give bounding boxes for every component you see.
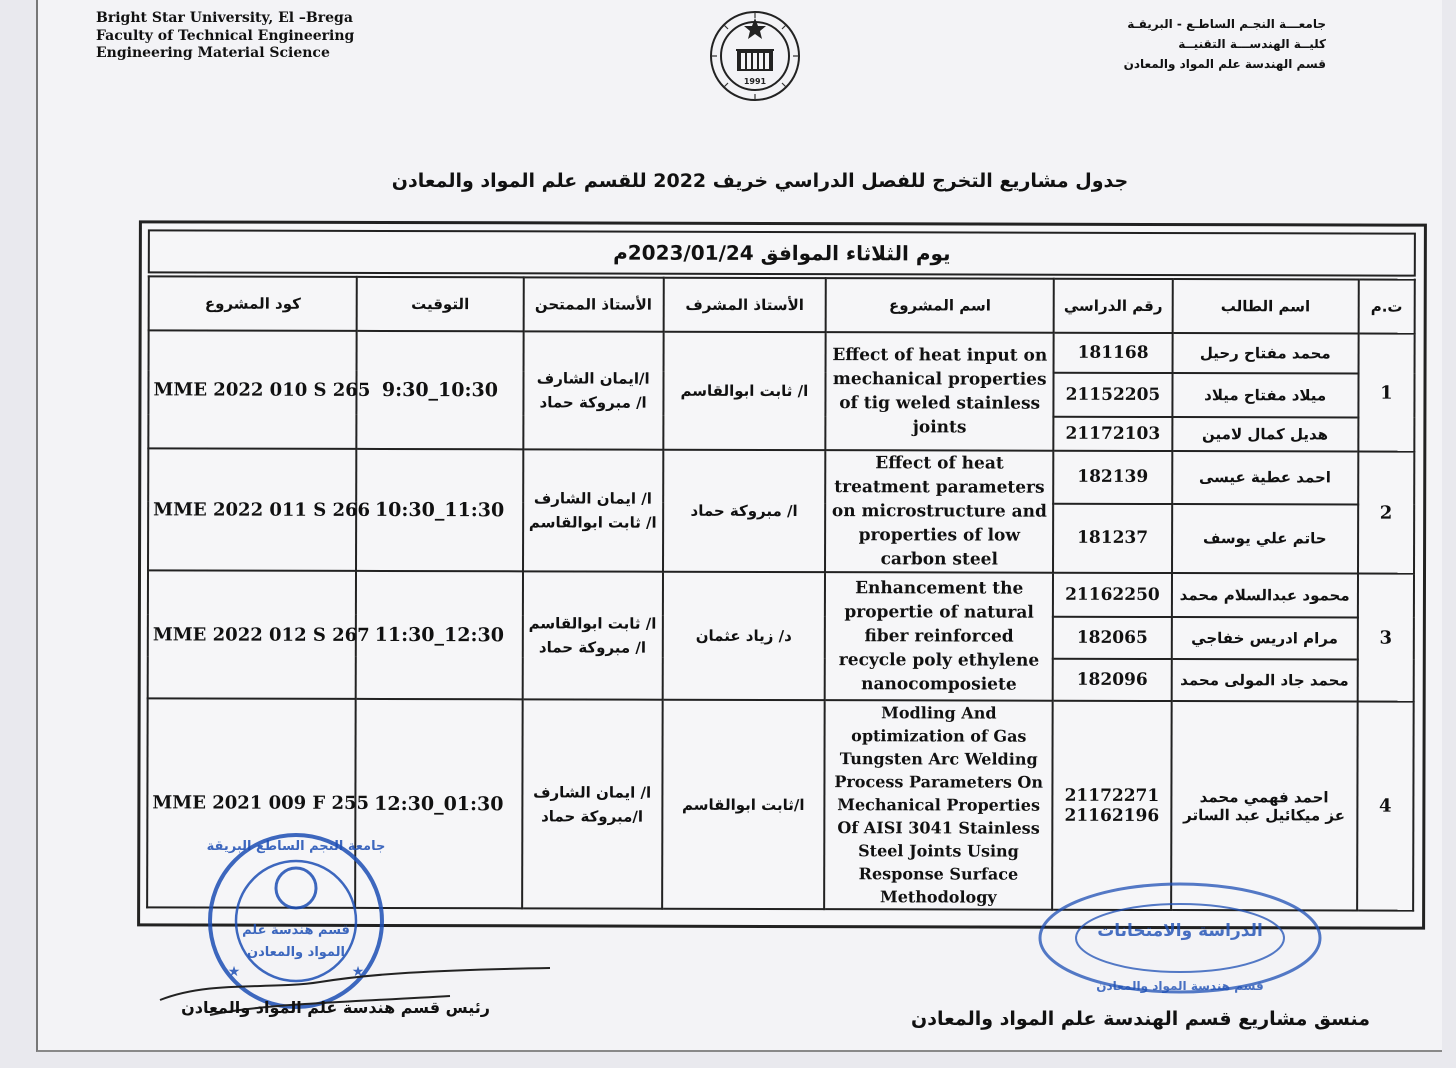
faculty-name-en: Faculty of Technical Engineering — [96, 27, 355, 44]
student-name: احمد عطية عيسى — [1172, 451, 1358, 504]
student-id: 182096 — [1053, 659, 1171, 701]
project-name: Modling And optimization of Gas Tungsten Arc Welding Process Parameters On Mechanical Properties Of AISI 3041 Stainless Steel Joints Using Response Surface Methodology — [824, 700, 1053, 910]
date-line: يوم الثلاثاء الموافق 2023/01/24م — [148, 229, 1416, 276]
examiner-name: ا/ مبروكة حماد — [538, 638, 647, 657]
project-code: MME 2022 011 S 266 — [148, 448, 357, 571]
header-project-code: كود المشروع — [149, 276, 357, 331]
examiner-name: ا/ ثابت ابوالقاسم — [528, 614, 657, 633]
student-id: 21162196 — [1064, 805, 1160, 826]
time-slot: 10:30_11:30 — [356, 449, 523, 571]
student-id: 181237 — [1053, 504, 1171, 573]
university-logo — [700, 4, 810, 108]
student-name: محمود عبدالسلام محمد — [1171, 573, 1357, 617]
header-examiner: الأستاذ الممتحن — [523, 277, 663, 331]
row-index: 2 — [1358, 452, 1414, 574]
student-name: ميلاد مفتاح ميلاد — [1172, 373, 1358, 417]
schedule-table — [146, 275, 1416, 911]
header-student-name: اسم الطالب — [1172, 279, 1358, 333]
student-id: 21162250 — [1053, 573, 1171, 617]
examiners — [522, 571, 663, 699]
department-head-signature-label: رئيس قسم هندسة علم المواد والمعادن — [181, 998, 490, 1017]
university-name-en: Bright Star University, El –Brega — [96, 10, 353, 26]
exams-office-stamp — [1030, 878, 1330, 998]
supervisor: ا/ثابت ابوالقاسم — [662, 700, 825, 909]
university-name-ar: جامعـــة النجـم الساطـع - البريقـة — [1127, 17, 1326, 31]
department-name-en: Engineering Material Science — [96, 45, 330, 61]
row-index: 1 — [1358, 334, 1414, 452]
student-name: محمد جاد المولى محمد — [1171, 659, 1357, 701]
table-header-row — [149, 276, 1415, 333]
stamp-text: الدراسة والامتحانات — [1097, 921, 1263, 941]
stamp-text: قسم هندسة علم — [242, 923, 350, 938]
row-index: 4 — [1357, 702, 1414, 911]
examiners — [523, 449, 664, 571]
faculty-name-ar: كليــة الهندســـة التقنيــة — [1178, 37, 1326, 51]
svg-text:★: ★ — [351, 964, 365, 980]
projects-coordinator-label: منسق مشاريع قسم الهندسة علم المواد والمعادن — [911, 1008, 1370, 1030]
table-row — [148, 570, 1414, 617]
examiner-name: ا/ ثابت ابوالقاسم — [528, 513, 657, 532]
signature — [150, 960, 570, 1030]
student-name: محمد مفتاح رحيل — [1172, 333, 1358, 373]
student-id: 182065 — [1053, 617, 1171, 659]
student-name: احمد فهمي محمد — [1199, 787, 1329, 806]
project-name: Effect of heat treatment parameters on microstructure and properties of low carbon steel — [825, 450, 1054, 573]
project-name: Enhancement the propertie of natural fiber reinforced recycle poly ethylene nanocomposiete — [825, 572, 1054, 701]
supervisor: ا/ ثابت ابوالقاسم — [663, 332, 826, 450]
table-row — [148, 448, 1414, 504]
examiner-name: ا/ ايمان الشارف — [533, 489, 652, 508]
student-id: 181168 — [1054, 333, 1172, 373]
time-slot: 9:30_10:30 — [357, 331, 524, 449]
project-name: Effect of heat input on mechanical properties of tig weled stainless joints — [825, 332, 1054, 451]
supervisor: د/ زياد عثمان — [662, 572, 825, 700]
page-title: جدول مشاريع التخرج للفصل الدراسي خريف 2022 للقسم علم المواد والمعادن — [391, 170, 1129, 192]
stamp-text: قسم هندسة المواد والمعادن — [1096, 979, 1264, 993]
student-name: عز ميكائيل عبد الساتر — [1183, 805, 1346, 824]
examiner-name: ا/ مبروكة حماد — [539, 393, 647, 412]
table-row — [149, 330, 1415, 373]
student-name: حاتم علي يوسف — [1172, 504, 1358, 574]
row-index: 3 — [1358, 574, 1414, 702]
arabic-header — [1124, 14, 1326, 74]
stamp-text: المواد والمعادن — [247, 945, 345, 960]
examiner-name: ا/ايمان الشارف — [536, 369, 650, 388]
student-id: 21152205 — [1054, 373, 1172, 417]
time-slot: 12:30_01:30 — [355, 699, 522, 908]
header-student-id: رقم الدراسي — [1054, 279, 1172, 333]
stamp-text: جامعة النجم الساطع البريقة — [206, 839, 386, 854]
english-header — [96, 10, 354, 63]
student-name: هديل كمال لامين — [1172, 417, 1358, 451]
header-project-name: اسم المشروع — [826, 278, 1054, 333]
student-name: مرام ادريس خفاجي — [1171, 617, 1357, 659]
student-id: 21172103 — [1054, 417, 1172, 451]
header-supervisor: الأستاذ المشرف — [663, 278, 825, 332]
header-index: ت.م — [1358, 280, 1414, 334]
schedule-table-frame — [137, 220, 1427, 929]
examiners — [522, 699, 663, 908]
time-slot: 11:30_12:30 — [356, 571, 523, 699]
examiner-name: ا/مبروكة حماد — [541, 806, 644, 826]
student-id: 182139 — [1054, 451, 1172, 504]
project-code: MME 2022 012 S 267 — [148, 570, 357, 699]
examiner-name: ا/ ايمان الشارف — [533, 782, 652, 802]
examiners — [523, 331, 664, 449]
header-time: التوقيت — [357, 277, 523, 331]
logo-year: 1991 — [743, 77, 767, 86]
project-code: MME 2022 010 S 265 — [148, 330, 357, 449]
student-id: 21172271 — [1064, 785, 1160, 806]
department-name-ar: قسم الهندسة علم المواد والمعادن — [1123, 57, 1326, 71]
supervisor: ا/ مبروكة حماد — [663, 450, 826, 572]
project-code: MME 2021 009 F 255 — [147, 698, 356, 908]
svg-text:★: ★ — [227, 964, 241, 980]
